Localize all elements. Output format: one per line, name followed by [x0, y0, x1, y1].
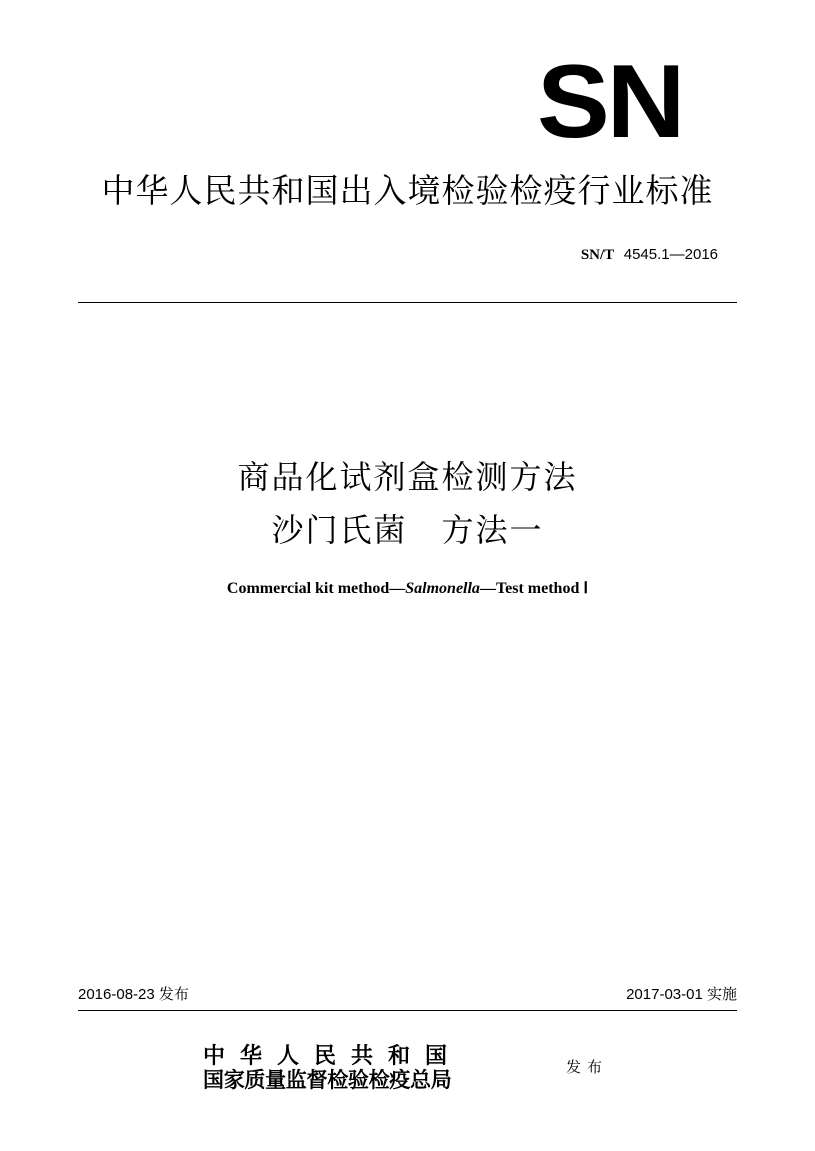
title-cn-line1: 商品化试剂盒检测方法 [237, 458, 578, 496]
issue-label: 发布 [566, 1058, 609, 1076]
title-cn-line2: 沙门氏菌 方法一 [271, 511, 544, 549]
standard-number [581, 244, 718, 265]
issuer-line1: 中华人民共和国 [203, 1043, 463, 1069]
issuer-line2: 国家质量监督检验检疫总局 [203, 1067, 452, 1092]
standard-prefix: SN/T [580, 247, 615, 263]
title-en-part2: —Test method Ⅰ [479, 580, 589, 597]
standard-code: 4545.1—2016 [623, 246, 718, 263]
implementation-date: 2017-03-01 实施 [626, 986, 737, 1003]
bottom-divider [78, 1010, 737, 1011]
sn-logo: SN [537, 44, 683, 160]
issue-date: 2016-08-23 发布 [78, 986, 189, 1003]
organization-title: 中华人民共和国出入境检验检疫行业标准 [101, 171, 714, 210]
title-en [0, 578, 815, 600]
title-en-italic: Salmonella [405, 580, 480, 597]
title-en-part1: Commercial kit method— [226, 580, 406, 597]
top-divider [78, 302, 737, 303]
